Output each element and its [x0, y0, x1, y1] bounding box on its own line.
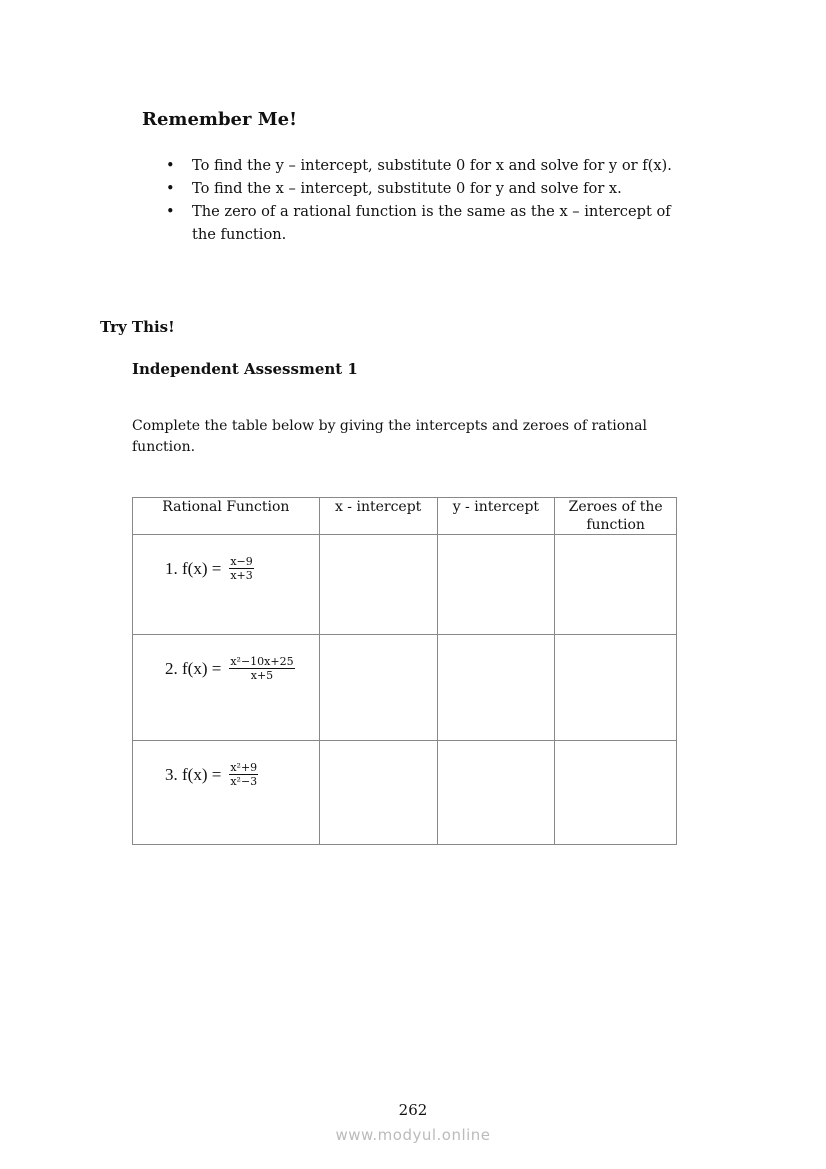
zeroes-answer-cell[interactable] [555, 741, 677, 845]
function-cell [133, 741, 320, 845]
numerator: x²−10x+25 [230, 655, 294, 668]
denominator: x+5 [250, 669, 274, 682]
denominator: x+3 [230, 569, 253, 582]
header-zeroes: Zeroes of the function [555, 498, 677, 535]
bullet: • [166, 203, 175, 220]
x-intercept-answer-cell[interactable] [319, 535, 437, 635]
table-row [133, 535, 677, 635]
page-number: 262 [398, 1101, 428, 1119]
instructions: Complete the table below by giving the intercepts and zeroes of rational function. [132, 418, 647, 455]
fraction [229, 761, 258, 788]
x-intercept-answer-cell[interactable] [319, 741, 437, 845]
y-intercept-answer-cell[interactable] [437, 635, 555, 741]
function-label: 3. f(x) = [165, 764, 222, 784]
assessment-table [132, 497, 677, 845]
table-row [133, 741, 677, 845]
zeroes-answer-cell[interactable] [555, 635, 677, 741]
bullet-text: To find the y – intercept, substitute 0 for x and solve for y or f(x). [192, 157, 672, 174]
bullet-text: The zero of a rational function is the same as the x – intercept of the function. [192, 203, 671, 243]
table-header-row [133, 498, 677, 535]
fraction [229, 655, 294, 682]
numerator: x²+9 [230, 761, 258, 774]
header-y-intercept: y - intercept [437, 498, 555, 535]
bullet: • [166, 180, 175, 197]
bullet: • [166, 157, 175, 174]
y-intercept-answer-cell[interactable] [437, 535, 555, 635]
try-this-heading: Try This! [100, 318, 175, 336]
function-label: 2. f(x) = [165, 658, 222, 678]
list-item [166, 177, 692, 200]
fraction [229, 555, 253, 582]
remember-title: Remember Me! [142, 109, 298, 130]
header-rational-function: Rational Function [133, 498, 320, 535]
remember-list [166, 154, 692, 246]
y-intercept-answer-cell[interactable] [437, 741, 555, 845]
header-x-intercept: x - intercept [319, 498, 437, 535]
assessment-title: Independent Assessment 1 [132, 360, 358, 378]
bullet-text: To find the x – intercept, substitute 0 for y and solve for x. [192, 180, 622, 197]
watermark: www.modyul.online [335, 1126, 491, 1144]
zeroes-answer-cell[interactable] [555, 535, 677, 635]
list-item [166, 200, 692, 246]
denominator: x²−3 [230, 775, 258, 788]
function-label: 1. f(x) = [165, 558, 222, 578]
numerator: x−9 [230, 555, 253, 568]
function-cell [133, 635, 320, 741]
table-row [133, 635, 677, 741]
x-intercept-answer-cell[interactable] [319, 635, 437, 741]
list-item [166, 154, 692, 177]
function-cell [133, 535, 320, 635]
